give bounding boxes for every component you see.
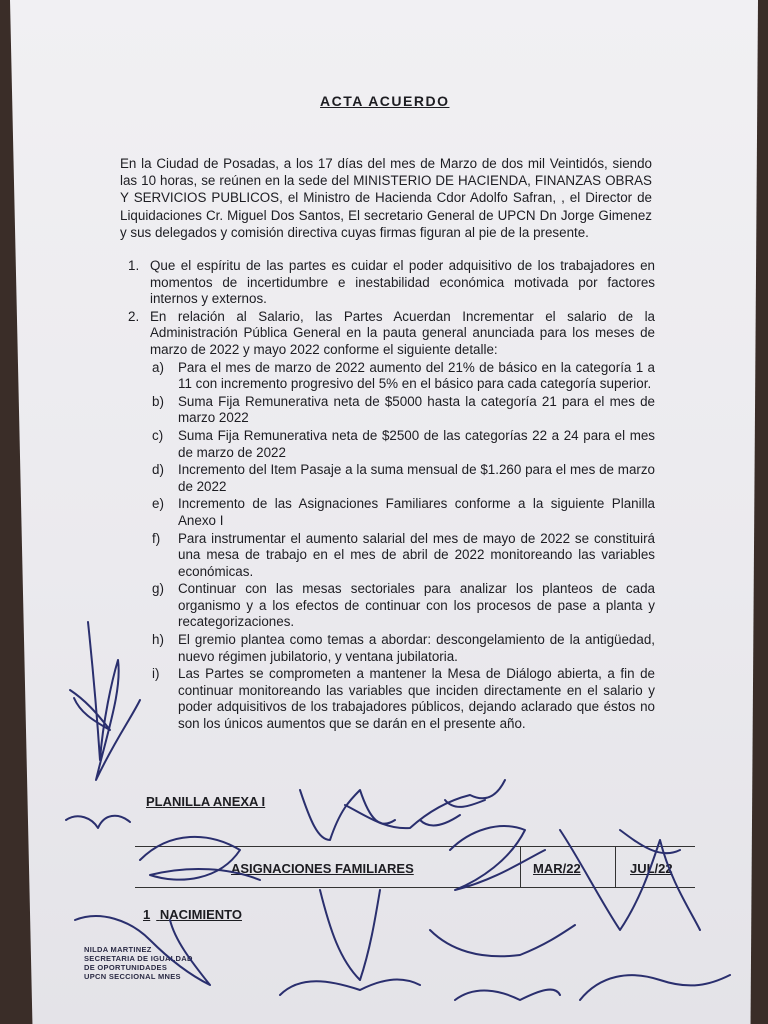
- signature: [455, 990, 560, 1000]
- sub-item: b) Suma Fija Remunerativa neta de $5000 hasta la categoría 21 para el mes de marzo 2022: [152, 393, 655, 426]
- row-label: NACIMIENTO: [159, 907, 242, 922]
- sub-item: e) Incremento de las Asignaciones Familiares conforme a la siguiente Planilla Anexo I: [152, 496, 655, 528]
- signature: [300, 790, 395, 840]
- signature: [580, 975, 730, 1000]
- signature: [66, 816, 130, 828]
- sub-item: g) Continuar con las mesas sectoriales para analizar los planteos de cada organismo y a los efectos de continuar con los procesos de pase a planta y recategorizaciones.: [152, 581, 655, 630]
- sub-item: a) Para el mes de marzo de 2022 aumento del 21% de básico en la categoría 1 a 11 con incremento progresivo del 5% en el básico para cada categoría superior.: [152, 359, 655, 392]
- signature: [280, 980, 420, 995]
- signature: [450, 826, 545, 890]
- sub-item: d) Incremento del Item Pasaje a la suma mensual de $1.260 para el mes de marzo de 2022: [152, 462, 655, 494]
- list-item: 2. En relación al Salario, las Partes Acuerdan Incrementar el salario de la Administración Pública General en la pauta general anunciada para los meses de marzo de 2022 y mayo 2022 conforme el siguiente detalle:: [128, 308, 655, 357]
- anexo-title: PLANILLA ANEXA I: [146, 794, 266, 809]
- signature: [140, 837, 260, 880]
- sub-item: c) Suma Fija Remunerativa neta de $2500 de las categorías 22 a 24 para el mes de marzo de 2022: [152, 427, 655, 460]
- signature: [88, 622, 140, 780]
- sub-item: f) Para instrumentar el aumento salarial del mes de mayo de 2022 se constituirá una mesa de trabajo en el mes de abril de 2022 monitoreando las variables económicas.: [152, 530, 655, 579]
- signature: [320, 890, 380, 980]
- document-title: ACTA ACUERDO: [320, 93, 450, 109]
- header-mar22: MAR/22: [533, 861, 581, 876]
- list-item: 1. Que el espíritu de las partes es cuidar el poder adquisitivo de los trabajadores en momentos de incertidumbre e inestabilidad económica motivada por factores internos y externos.: [128, 258, 655, 307]
- sub-item: h) El gremio plantea como temas a abordar: descongelamiento de la antigüedad, nuevo régimen jubilatorio, y ventana jubilatoria.: [152, 632, 655, 664]
- intro-paragraph: En la Ciudad de Posadas, a los 17 días del mes de Marzo de dos mil Veintidós, siendo las 10 horas, se reúnen en la sede del MINISTERIO DE HACIENDA, FINANZAS OBRAS Y SERVICIOS PUBLICOS, el Ministro de Hacienda Cdor Adolfo Safran, , el Director de Liquidaciones Cr. Miguel Dos Santos, El secretario General de UPCN Dn Jorge Gimenez y sus delegados y comisión directiva cuyas firmas figuran al pie de la presente.: [120, 156, 652, 240]
- signature: [430, 925, 575, 956]
- sub-item: i) Las Partes se comprometen a mantener la Mesa de Diálogo abierta, a fin de continuar monitoreando las variables que inciden directamente en el salario y poder adquisitivos de los trabajadores públicos, dejando aclarado que éstos no son los únicos aumentos que se darán en el presente año.: [152, 666, 655, 732]
- signature: [620, 830, 680, 853]
- official-stamp: NILDA MARTINEZ SECRETARIA DE IGUALDAD DE OPORTUNIDADES UPCN SECCIONAL MNES: [84, 945, 193, 981]
- row-number: 1: [143, 907, 151, 922]
- header-jul22: JUL/22: [630, 861, 673, 876]
- signature: [75, 916, 210, 985]
- signature: [345, 780, 505, 828]
- header-asignaciones: ASIGNACIONES FAMILIARES: [231, 861, 414, 876]
- signature: [560, 830, 700, 930]
- signature: [70, 690, 110, 730]
